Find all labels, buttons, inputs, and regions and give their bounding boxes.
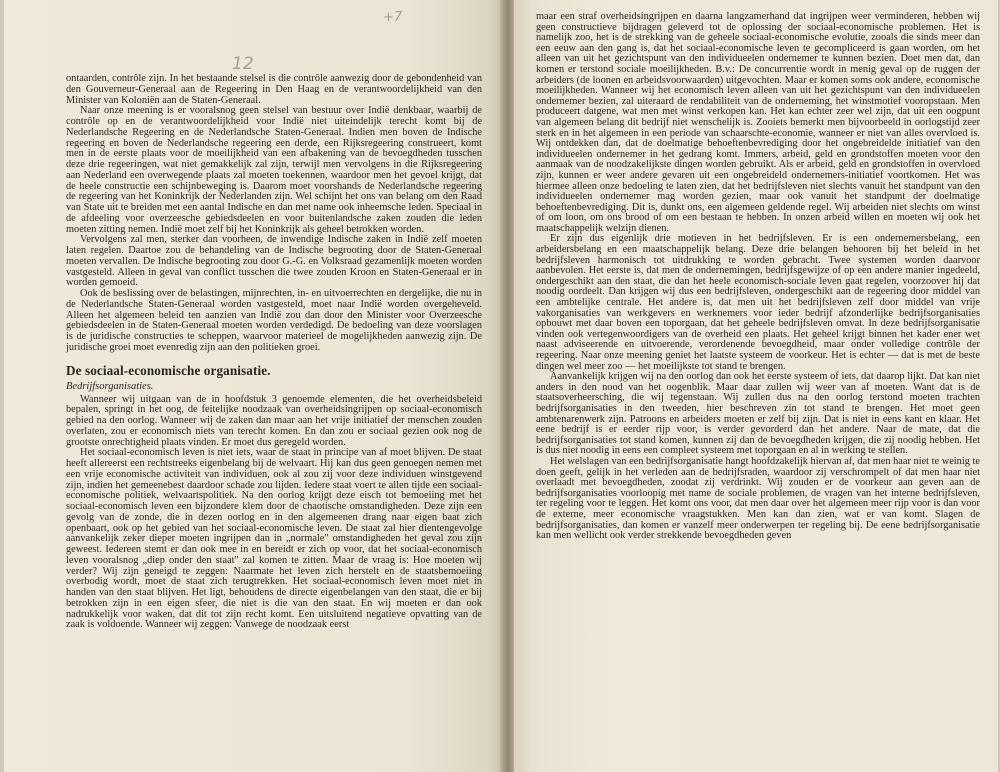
left-page (4, 0, 504, 772)
paragraph: Naar onze meening is er vooralsnog geen stelsel van bestuur over Indië denkbaar, waarbij de contrôle op en de verantwoordelijkheid voor Indië niet uiteindelijk terecht komt bij de Nederlandsche Regeering en de Nederlandsche Staten-Generaal. Indien men boven de Indische regeering en boven de Nederlandsche regeering een derde, een Rijksregeering construeert, komt men in de eerste plaats voor de moeilijkheid van een afbakening van de bevoegdheden tusschen deze drie regeeringen, wat niet gemakkelijk zal zijn, terwijl men vervolgens in die Rijksregeering aan Nederland een overwegende plaats zal moeten toekennen, waardoor men het gevoel krijgt, dat de heele constructie een schijnbeweging is. Daarom moet voorshands de Nederlandsche regeering de regeering van het Koninkrijk der Nederlanden zijn. Wel schijnt het ons van belang om den Raad van State uit te breiden met een aantal Indische en dan met name ook inheemsche leden. Speciaal in de afdeeling voor overzeesche gebiedsdeelen en voor buitenlandsche zaken zouden die leden moeten zitting nemen. Indië moet zelf bij het Koninkrijk als geheel betrokken worden. (66, 105, 482, 235)
paragraph: Vervolgens zal men, sterker dan voorheen, de inwendige Indische zaken in Indië zelf moeten laten regelen. Daartoe zou de behandeling van de Indische begrooting door de Staten-Generaal moeten vervallen. De Indische begrooting zou door G.-G. en Volksraad gezamenlijk moeten worden vastgesteld. Alleen in geval van conflict tusschen die twee zouden Kroon en Staten-Generaal er in worden gemoeid. (66, 234, 482, 289)
paragraph: Wanneer wij uitgaan van de in hoofdstuk 3 genoemde elementen, die het overheidsbeleid bepalen, springt in het oog, de feitelijke noodzaak van overheidsingrijpen op sociaal-economisch gebied na den oorlog. Wanneer wij de zaken dan maar aan het vrije initiatief der menschen zouden overlaten, zou er economisch niets van terecht komen. En dan zou er sociaal gezien ook nog de grootste onrechtigheid plaats vinden. Er moet dus geregeld worden. (66, 393, 482, 448)
subsection-title: Bedrijfsorganisaties. (66, 380, 154, 392)
paragraph: Er zijn dus eigenlijk drie motieven in het bedrijfsleven. Er is een ondernemersbelang, een arbeidersbelang en een maatschappelijk belang. Deze drie belangen behooren bij het beleid in het bedrijfsleven harmonisch tot uitdrukking te worden gebracht. Twee systemen worden daarvoor aanbevolen. Het eerste is, dat men de ondernemingen, bedrijfsgewijze of op een andere manier ingedeeld, ondergeschikt aan den staat, die dan het heele economisch-sociale leven gaat regelen, voorzoover hij dat noodig oordeelt. Dan krijgen wij dus een bedrijfsleven, ondergeschikt aan de regeering door middel van een ambtelijke centrale. Het andere is, dat men uit het bedrijfsleven zelf door middel van vrije vakorganisaties van werkgevers en werknemers voor ieder bedrijf afzonderlijke bedrijfsorganisaties opbouwt met daar boven een toporgaan, dat het geheele bedrijfsleven omvat. In deze bedrijfsorganisatie vinden ook vertegenwoordigers van de overheid een plaats. Het geheel krijgt binnen het kader ener wet naast adviseerende en uitvoerende, verordenende bevoegdheid, maar onder volledige contrôle der regeering. Naar onze meening geniet het laatste systeem de voorkeur. Het is echter — dat is met de beste dingen wel meer zoo — het moeilijkste tot stand te brengen. (536, 233, 980, 372)
paragraph: Ook de beslissing over de belastingen, mijnrechten, in- en uitvoerrechten en dergelijke, die nu in de Nederlandsche Staten-Generaal worden vastgesteld, moet naar Indië worden overgeheveld. Alleen het algemeen beleid ten aanzien van Indië zou dan door den Minister voor Overzeesche gebiedsdeelen in de Staten-Generaal moeten worden verdedigd. De bedoeling van deze voorslagen is de juridische constructies te scheppen, waarvoor materieel de mogelijkheden aanwezig zijn. De juridische groei moet evenredig zijn aan den politieken groei. (66, 288, 482, 353)
paragraph: Het sociaal-economisch leven is niet iets, waar de staat in principe van af moet blijven. De staat heeft allereerst een rechtstreeks eigenbelang bij de welvaart. Hij kan dus geen genoegen nemen met een vrije economische activiteit van individuen, ook al zou zij voor deze individuen winstgevend zijn, indien het gemeenebest daardoor schade zou lijden. Iedere staat voert te allen tijde een sociaal-economische politiek, welvaartspolitiek. Na den oorlog krijgt deze eisch tot bemoeiing met het sociaal-economisch leven een bijzondere klem door de chaotische omstandigheden. Deze zijn een gevolg van de zonde, die in dezen oorlog en in den algemeenen drang naar eigen baat zich openbaart, ook op het gebied van het sociaal-economische leven. De staat zal hier dientengevolge aanvankelijk zeker dieper moeten ingrijpen dan in „normale" omstandigheden het geval zou zijn geweest. Iedereen stemt er dan ook mee in en bereidt er zich op voor, dat het sociaal-economisch leven vooralsnog „diep onder den staat" zal komen te zitten. Maar de vraag is: Hoe moeten wij verder? Wij zijn geneigd te zeggen: Naarmate het leven zich herstelt en de staatsbemoeiing overbodig wordt, moet de staat zich terugtrekken. Het sociaal-economisch leven moet niet in handen van den staat blijven. Het ligt, behoudens de directe eigenbelangen van den staat, die er bij betrokken zijn in een eigen sfeer, die niet is die van den staat. En wij moeten er dan ook nadrukkelijk voor waken, dat dit tot zijn recht komt. Een uitsluitend negatieve opvatting van de zaak is voldoende. Wanneer wij zeggen: Vanwege de noodzaak eerst (66, 447, 482, 631)
paragraph: Het welslagen van een bedrijfsorganisatie hangt hoofdzakelijk hiervan af, dat men haar niet te weinig te doen geeft, gelijk in het verleden aan de bedrijfsraden, waardoor zij verschrompelt of dat men haar niet overlaadt met bevoegdheden, zoodat zij verdrinkt. Wij zouden er de voorkeur aan geven aan de bedrijfsorganisaties voorloopig met name de sociale problemen, de vragen van het interne bedrijfsleven, ter regeling voor te leggen. Het komt ons voor, dat men daar over het algemeen meer rijp voor is dan voor de externe, meer economische vraagstukken. Men kan dan zien, wat er van komt. Slagen de bedrijfsorganisaties, dan komen er vanzelf meer onderwerpen ter regeling bij. De eene bedrijfsorganisatie kan men wellicht ook verder strekkende bevoegdheden geven (536, 455, 980, 542)
right-page (514, 0, 998, 772)
paragraph: Aanvankelijk krijgen wij na den oorlog dan ook het eerste systeem of iets, dat daarop lijkt. Dat kan niet anders in den nood van het oogenblik. Maar daar zullen wij weer van af moeten. Want dat is de staatsoverheersching, die wij tegenstaan. Wij zullen dus na den oorlog terstond moeten trachten bedrijfsorganisaties in den tweeden, hier beschreven zin tot stand te brengen. Het moet geen ambtenarenwerk zijn. Patroons en arbeiders moeten er zelf bij zijn. Dat is niet in eens kant en klaar. Het eene bedrijf is er eerder rijp voor, is verder gevorderd dan het andere. Naar de mate, dat die bedrijfsorganisaties tot stand komen, kunnen zij dan de bevoegdheden krijgen, die zij noodig hebben. Het is dus niet noodig in eens een compleet systeem met toporgaan en al in werking te stellen. (536, 371, 980, 457)
pencil-annotation: 12 (232, 54, 254, 74)
pencil-annotation: +7 (383, 10, 403, 25)
paragraph: maar een straf overheidsingrijpen en daarna langzamerhand dat ingrijpen weer verminderen, hebben wij geen constructieve bijdragen geleverd tot de oplossing der sociaal-economische problemen. Het is namelijk zoo, het is de strekking van de geheele sociaal-economische evolutie, zooals die sinds meer dan een eeuw aan den gang is, dat het sociaal-economische leven te gecompliceerd is gaan worden, om het alleen van uit het gezichtspunt van den individueelen ondernemer te kunnen bezien. Doet men dat, dan komen er terstond sociale moeilijkheden. B.v.: De concurrentie wordt in menig geval op de ruggen der arbeiders (de loonen en arbeidsvoorwaarden) uitgevochten. Maar er komen soms ook andere, economische moeilijkheden. Wanneer wij het economisch leven alleen van uit het gezichtspunt van den individueelen ondernemer bezien, zal uiteraard de rendabiliteit van de onderneming, het winstmotief vooropstaan. Men produceert datgene, wat men met winst verkopen kan. Het kan echter zeer wel zijn, dat uit een oogpunt van algemeen belang dit bedrijf niet wenschelijk is. Zooiets bemerkt men bijvoorbeeld in oorlogstijd zeer sterk en in het algemeen in een periode van schaarschte-economie, wanneer er niet van alles overvloed is. Wij ontdekken dan, dat de doelmatige behoeftenbevrediging door het ongebreidelde initiatief van den individueelen ondernemer in het gedrang komt. Immers, arbeid, geld en grondstoffen moeten voor den aanmaak van de noodzakelijkste dingen worden gebruikt. Als er arbeid, geld en grondstoffen in overvloed zijn, kunnen er weer andere gevaren uit een ongebreideld ondernemers-initiatief voortkomen. Het was hiermee alleen onze bedoeling te laten zien, dat het bedrijfsleven niet slechts vanuit het standpunt van den individueelen ondernemer mag worden gezien, maar ook vanuit het standpunt der doelmatige behoeftenbevrediging. Dit is, dunkt ons, een algemeen geldende regel. Wij arbeiden niet slechts om winst of om loon, om ons brood of om een bestaan te hebben. In onzen arbeid willen en moeten wij ook het maatschappelijk welzijn dienen. (536, 11, 980, 234)
section-title: De sociaal-economische organisatie. (66, 362, 271, 378)
paragraph: ontaarden, contrôle zijn. In het bestaande stelsel is die contrôle aanwezig door de gebondenheid van den Gouverneur-Generaal aan de Regeering in Den Haag en de verantwoordelijkheid van den Minister van Koloniën aan de Staten-Generaal. (66, 73, 482, 106)
